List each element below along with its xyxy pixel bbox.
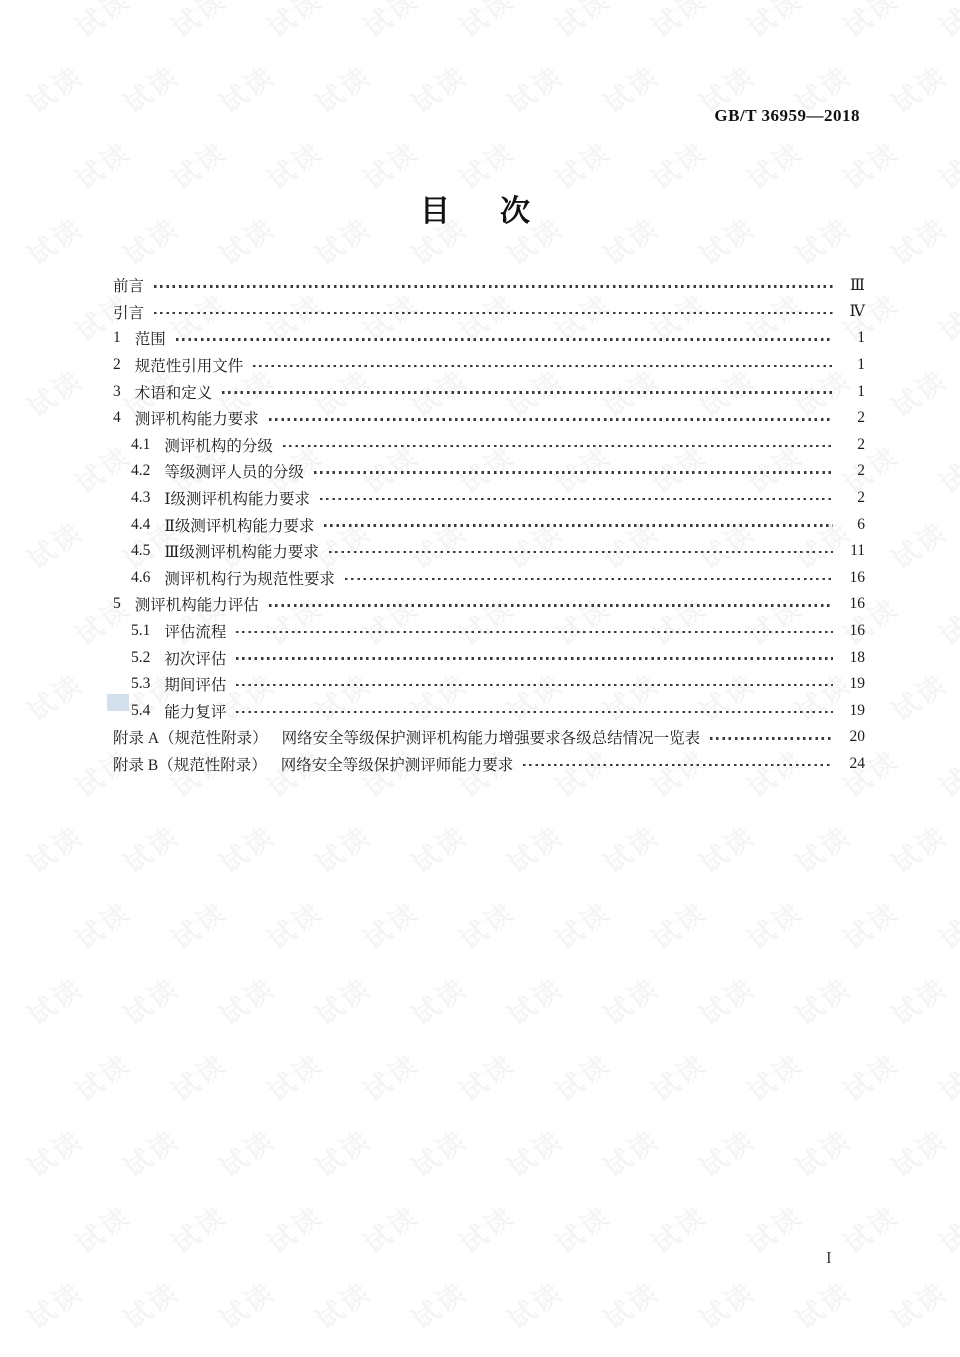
watermark-text xyxy=(498,815,569,882)
toc-entry xyxy=(113,352,865,379)
toc-entry-number: 4.1 xyxy=(131,435,151,453)
toc-entry xyxy=(113,618,865,645)
toc-entry xyxy=(113,272,865,299)
toc-entry-title: 术语和定义 xyxy=(134,384,213,402)
toc-entry-title: 规范性引用文件 xyxy=(134,358,244,376)
toc-entry-title: 范围 xyxy=(134,331,166,349)
watermark-text xyxy=(18,1119,89,1186)
watermark-text xyxy=(18,663,89,730)
toc-entry-number: 4.4 xyxy=(131,515,151,533)
toc-entry-page: 6 xyxy=(857,515,865,533)
toc-entry-number: 5.2 xyxy=(131,648,151,666)
watermark-text xyxy=(450,1043,521,1110)
watermark-text xyxy=(594,815,665,882)
toc-entry xyxy=(113,485,865,512)
watermark-text xyxy=(882,359,953,426)
watermark-text xyxy=(210,815,281,882)
watermark-text xyxy=(930,1195,960,1262)
toc-entry-page: 1 xyxy=(857,382,865,400)
toc-entry xyxy=(113,432,865,459)
watermark-text xyxy=(642,0,713,45)
watermark-text xyxy=(786,967,857,1034)
toc-entry-number: 4.2 xyxy=(131,462,151,480)
toc-entry-title: 测评机构能力评估 xyxy=(134,597,259,615)
watermark-text xyxy=(642,891,713,958)
toc-entry-title: 网络安全等级保护测评师能力要求 xyxy=(280,756,514,774)
toc-entry-page: Ⅳ xyxy=(849,303,865,321)
watermark-text xyxy=(738,1195,809,1262)
watermark-text xyxy=(354,0,425,45)
watermark-text xyxy=(162,1195,233,1262)
watermark-text xyxy=(690,1271,761,1338)
standard-code: GB/T 36959—2018 xyxy=(714,106,860,125)
toc-entry-number: 5.1 xyxy=(131,622,151,640)
toc-entry xyxy=(113,565,865,592)
toc-entry-title: 引言 xyxy=(113,304,145,322)
watermark-text xyxy=(498,1271,569,1338)
watermark-text xyxy=(930,739,960,806)
toc-entry-page: 16 xyxy=(849,622,865,640)
dot-leader xyxy=(523,764,833,767)
watermark-text xyxy=(162,1043,233,1110)
watermark-text xyxy=(306,815,377,882)
toc-entry-page: 16 xyxy=(849,568,865,586)
watermark-text xyxy=(306,55,377,122)
toc-entry-page: 1 xyxy=(857,329,865,347)
watermark-text xyxy=(210,55,281,122)
watermark-text xyxy=(930,891,960,958)
watermark-text xyxy=(306,967,377,1034)
toc-entry-number: 4 xyxy=(113,409,121,427)
watermark-text xyxy=(450,891,521,958)
toc-entry xyxy=(113,698,865,725)
watermark-text xyxy=(66,891,137,958)
dot-leader xyxy=(269,604,833,607)
watermark-text xyxy=(594,1119,665,1186)
toc-entry-number: 2 xyxy=(113,356,121,374)
toc-entry xyxy=(113,538,865,565)
watermark-text xyxy=(498,967,569,1034)
watermark-text xyxy=(18,967,89,1034)
toc-entry-page: Ⅲ xyxy=(850,276,865,294)
toc-entry xyxy=(113,405,865,432)
watermark-text xyxy=(258,1195,329,1262)
toc-entry-title: Ⅱ级测评机构能力要求 xyxy=(164,517,315,535)
toc-entry-title: 测评机构的分级 xyxy=(164,437,273,455)
dot-leader xyxy=(710,737,833,740)
watermark-text xyxy=(306,1119,377,1186)
dot-leader xyxy=(236,631,833,634)
table-of-contents xyxy=(113,272,865,777)
dot-leader xyxy=(324,524,833,527)
watermark-text xyxy=(354,1195,425,1262)
watermark-text xyxy=(738,891,809,958)
watermark-text xyxy=(66,0,137,45)
page-title: 目 次 xyxy=(420,195,540,228)
dot-leader xyxy=(236,657,833,660)
watermark-text xyxy=(402,967,473,1034)
watermark-text xyxy=(114,1271,185,1338)
watermark-text xyxy=(786,1119,857,1186)
watermark-text xyxy=(66,1195,137,1262)
watermark-text xyxy=(786,815,857,882)
toc-entry-number: 3 xyxy=(113,382,121,400)
watermark-text xyxy=(18,359,89,426)
watermark-text xyxy=(546,1195,617,1262)
watermark-text xyxy=(546,891,617,958)
toc-entry-number: 5 xyxy=(113,595,121,613)
watermark-text xyxy=(114,815,185,882)
toc-entry-number: 附录 B（规范性附录） xyxy=(113,756,267,774)
watermark-text xyxy=(930,1043,960,1110)
toc-entry-number: 5.3 xyxy=(131,675,151,693)
watermark-text xyxy=(18,511,89,578)
toc-entry-title: 前言 xyxy=(113,278,145,296)
toc-entry-title: 能力复评 xyxy=(164,703,227,721)
dot-leader xyxy=(320,498,833,501)
watermark-text xyxy=(258,0,329,45)
dot-leader xyxy=(154,312,833,315)
dot-leader xyxy=(314,471,833,474)
dot-leader xyxy=(154,285,833,288)
watermark-text xyxy=(210,1119,281,1186)
watermark-text xyxy=(402,815,473,882)
toc-entry-page: 18 xyxy=(849,648,865,666)
watermark-text xyxy=(882,1271,953,1338)
watermark-text xyxy=(642,1043,713,1110)
watermark-text xyxy=(930,0,960,45)
watermark-text xyxy=(546,1043,617,1110)
watermark-text xyxy=(594,55,665,122)
toc-entry xyxy=(113,378,865,405)
toc-entry xyxy=(113,671,865,698)
watermark-text xyxy=(594,1271,665,1338)
toc-entry xyxy=(113,591,865,618)
watermark-text xyxy=(114,967,185,1034)
toc-entry-page: 20 xyxy=(849,728,865,746)
watermark-text xyxy=(354,1043,425,1110)
folio-page-number: I xyxy=(826,1248,832,1267)
watermark-text xyxy=(210,967,281,1034)
watermark-text xyxy=(834,1043,905,1110)
watermark-text xyxy=(18,55,89,122)
toc-entry-title: 等级测评人员的分级 xyxy=(164,464,304,482)
toc-entry-title: 初次评估 xyxy=(164,650,227,668)
selection-artifact xyxy=(107,694,129,711)
toc-entry-number: 4.5 xyxy=(131,542,151,560)
dot-leader xyxy=(236,711,833,714)
watermark-text xyxy=(18,815,89,882)
toc-entry-number: 5.4 xyxy=(131,701,151,719)
watermark-text xyxy=(882,663,953,730)
dot-leader xyxy=(236,684,833,687)
watermark-text xyxy=(114,1119,185,1186)
watermark-text xyxy=(594,967,665,1034)
toc-entry-title: 期间评估 xyxy=(164,677,227,695)
toc-entry-page: 16 xyxy=(849,595,865,613)
watermark-text xyxy=(882,511,953,578)
watermark-text xyxy=(882,815,953,882)
watermark-text xyxy=(114,55,185,122)
dot-leader xyxy=(329,551,833,554)
toc-entry-title: 测评机构能力要求 xyxy=(134,411,259,429)
dot-leader xyxy=(269,418,833,421)
watermark-text xyxy=(882,55,953,122)
watermark-text xyxy=(258,891,329,958)
toc-entry-page: 11 xyxy=(850,542,865,560)
watermark-text xyxy=(642,1195,713,1262)
dot-leader xyxy=(222,391,833,394)
watermark-text xyxy=(450,0,521,45)
toc-entry xyxy=(113,751,865,778)
toc-entry xyxy=(113,458,865,485)
watermark-text xyxy=(834,891,905,958)
dot-leader xyxy=(253,365,833,368)
watermark-text xyxy=(690,815,761,882)
watermark-text xyxy=(354,891,425,958)
toc-entry xyxy=(113,724,865,751)
watermark-text xyxy=(786,1271,857,1338)
toc-entry xyxy=(113,511,865,538)
toc-entry-page: 2 xyxy=(857,435,865,453)
toc-entry-number: 1 xyxy=(113,329,121,347)
toc-entry-number: 4.3 xyxy=(131,489,151,507)
watermark-text xyxy=(690,967,761,1034)
watermark-text xyxy=(66,1043,137,1110)
watermark-text xyxy=(402,55,473,122)
watermark-text xyxy=(402,1271,473,1338)
watermark-text xyxy=(210,1271,281,1338)
watermark-text xyxy=(834,1195,905,1262)
watermark-text xyxy=(402,1119,473,1186)
watermark-text xyxy=(162,0,233,45)
watermark-text xyxy=(690,1119,761,1186)
toc-entry-page: 19 xyxy=(849,701,865,719)
dot-leader xyxy=(176,338,833,341)
toc-entry-title: 评估流程 xyxy=(164,624,227,642)
toc-entry-page: 2 xyxy=(857,409,865,427)
toc-entry-title: Ⅲ级测评机构能力要求 xyxy=(164,544,319,562)
watermark-text xyxy=(18,1271,89,1338)
watermark-text xyxy=(450,1195,521,1262)
dot-leader xyxy=(345,578,833,581)
watermark-text xyxy=(738,1043,809,1110)
toc-entry xyxy=(113,644,865,671)
toc-entry-title: 网络安全等级保护测评机构能力增强要求各级总结情况一览表 xyxy=(281,730,701,748)
watermark-text xyxy=(882,1119,953,1186)
toc-entry-title: 测评机构行为规范性要求 xyxy=(164,570,335,588)
watermark-text xyxy=(834,0,905,45)
toc-entry-page: 2 xyxy=(857,462,865,480)
watermark-text xyxy=(738,0,809,45)
toc-entry-number: 4.6 xyxy=(131,568,151,586)
toc-entry xyxy=(113,299,865,326)
toc-entry-page: 1 xyxy=(857,356,865,374)
watermark-text xyxy=(498,1119,569,1186)
watermark-text xyxy=(546,0,617,45)
watermark-text xyxy=(930,587,960,654)
watermark-text xyxy=(258,1043,329,1110)
dot-leader xyxy=(283,445,833,448)
watermark-text xyxy=(930,435,960,502)
toc-entry-page: 19 xyxy=(849,675,865,693)
toc-entry xyxy=(113,325,865,352)
watermark-text xyxy=(930,283,960,350)
watermark-text xyxy=(498,55,569,122)
toc-entry-number: 附录 A（规范性附录） xyxy=(113,730,268,748)
watermark-text xyxy=(882,967,953,1034)
watermark-text xyxy=(306,1271,377,1338)
toc-entry-page: 24 xyxy=(849,754,865,772)
watermark-text xyxy=(162,891,233,958)
toc-entry-title: Ⅰ级测评机构能力要求 xyxy=(164,491,310,509)
toc-entry-page: 2 xyxy=(857,489,865,507)
